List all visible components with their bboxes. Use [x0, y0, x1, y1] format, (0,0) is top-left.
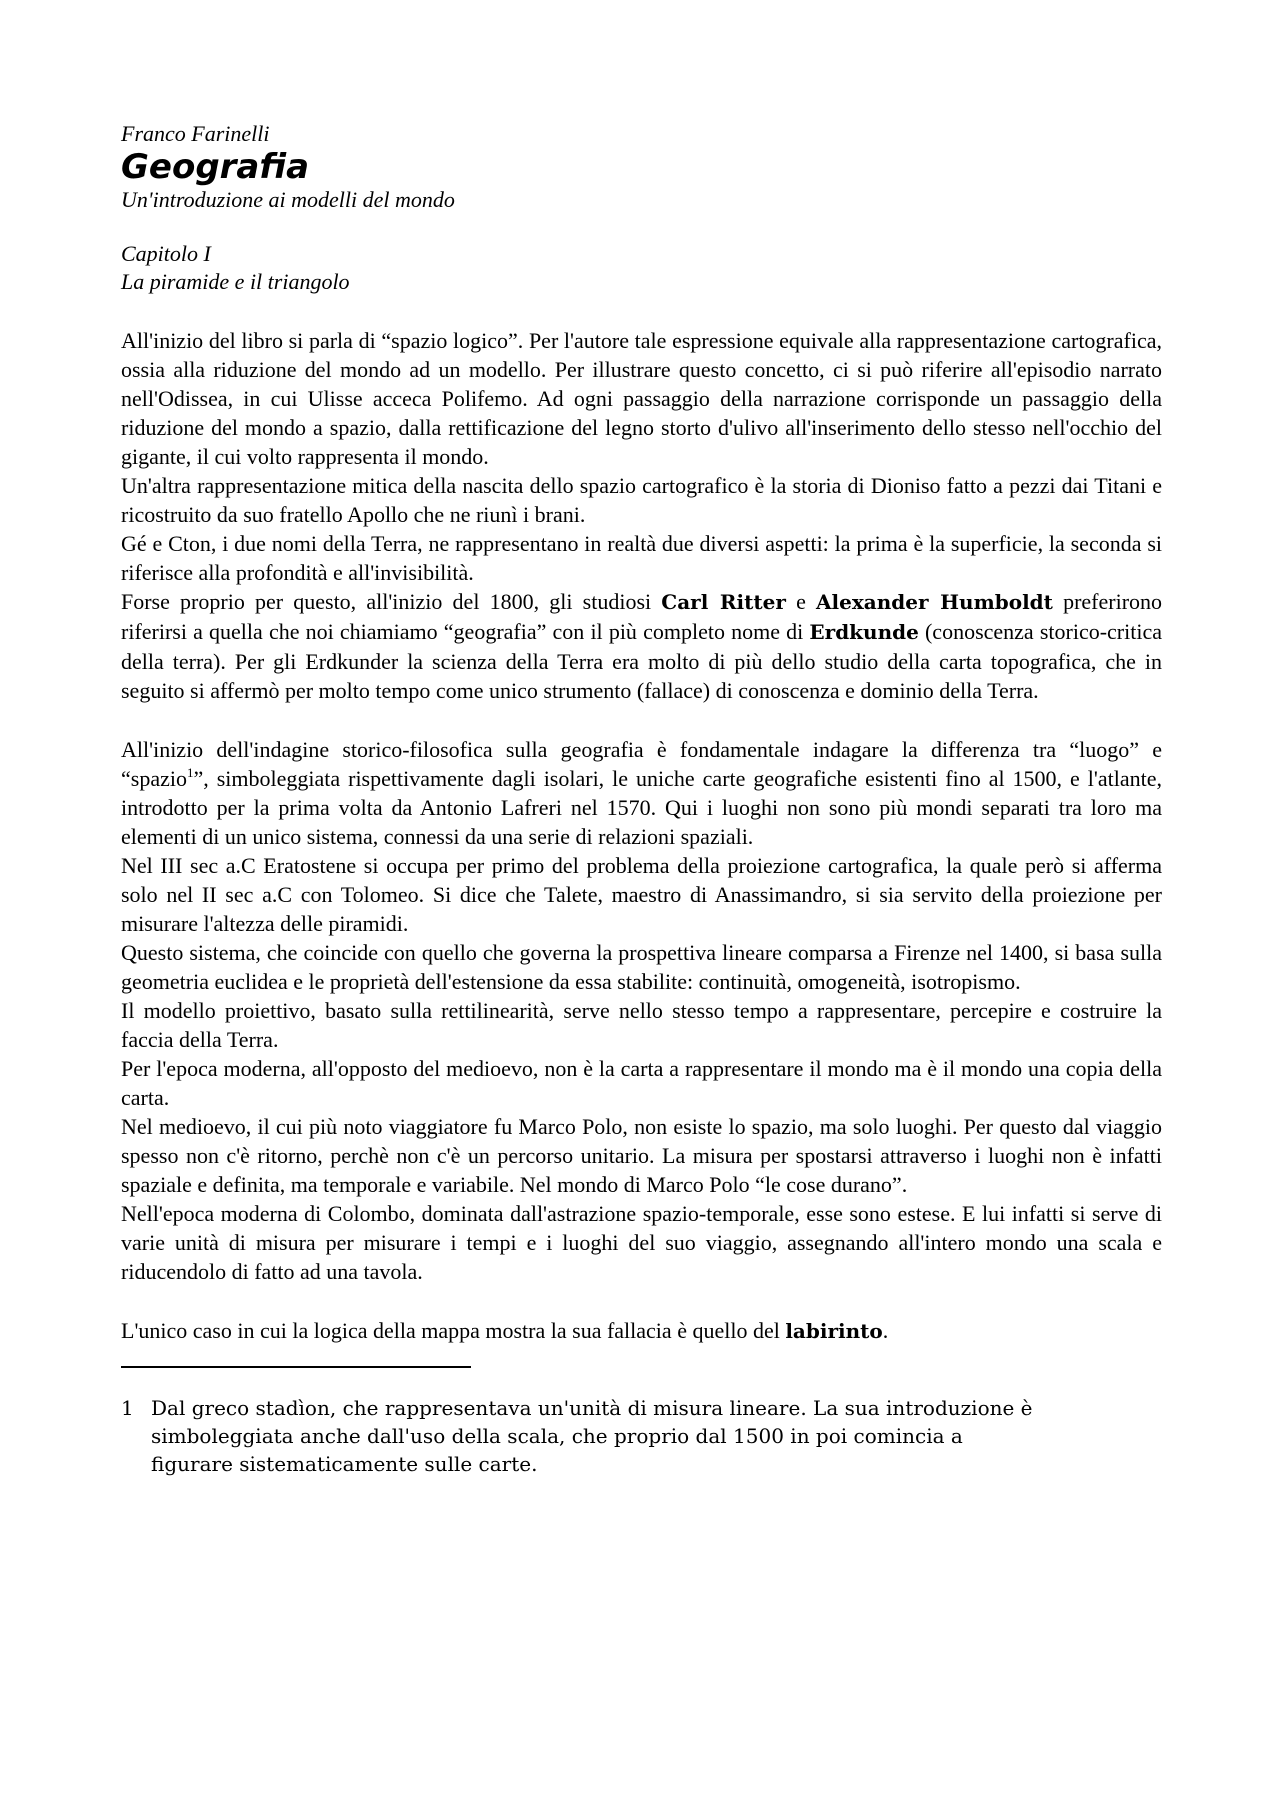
- footnote-ref[interactable]: 1: [186, 765, 194, 780]
- paragraph: [121, 1316, 1162, 1346]
- paragraph: Questo sistema, che coincide con quello che governa la prospettiva lineare comparsa a Firenze nel 1400, si basa sulla geometria euclidea e le proprietà dell'estensione da essa stabilite: continuità, omogeneità, isotropismo.: [121, 940, 1162, 994]
- footnote-text: Dal greco stadìon, che rappresentava un'unità di misura lineare. La sua introduzione è simboleggiata anche dall'uso della scala, che proprio dal 1500 in poi comincia a figurare sistematicamente sulle carte.: [151, 1396, 1033, 1476]
- spacer: [121, 296, 1162, 326]
- book-subtitle: Un'introduzione ai modelli del mondo: [121, 187, 455, 212]
- paragraph: Un'altra rappresentazione mitica della nascita dello spazio cartografico è la storia di Dioniso fatto a pezzi dai Titani e ricostruito da suo fratello Apollo che ne riunì i brani.: [121, 473, 1162, 527]
- paragraph: Il modello proiettivo, basato sulla rettilinearità, serve nello stesso tempo a rappresentare, percepire e costruire la faccia della Terra.: [121, 998, 1162, 1052]
- paragraph: Gé e Cton, i due nomi della Terra, ne rappresentano in realtà due diversi aspetti: la prima è la superficie, la seconda si riferisce alla profondità e all'invisibilità.: [121, 531, 1162, 585]
- paragraph: [121, 587, 1162, 705]
- spacer: [121, 705, 1162, 735]
- bold-term: Alexander Humboldt: [816, 590, 1053, 614]
- paragraph: Nel medioevo, il cui più noto viaggiatore fu Marco Polo, non esiste lo spazio, ma solo luoghi. Per questo dal viaggio spesso non c'è ritorno, perchè non c'è un percorso unitario. La misura per spostarsi attraverso i luoghi non è infatti spaziale e definita, ma temporale e variabile. Nel mondo di Marco Polo “le cose durano”.: [121, 1114, 1162, 1197]
- text-run: L'unico caso in cui la logica della mappa mostra la sua fallacia è quello del: [121, 1318, 786, 1343]
- footnote-number: 1: [121, 1396, 134, 1420]
- text-run: ”, simboleggiata rispettivamente dagli isolari, le uniche carte geografiche esistenti fino al 1500, e l'atlante, introdotto per la prima volta da Antonio Lafreri nel 1570. Qui i luoghi non sono più mondi separati tra loro ma elementi di un unico sistema, connessi da una serie di relazioni spaziali.: [121, 766, 1162, 849]
- bold-term: Erdkunde: [809, 620, 919, 644]
- book-title: Geografia: [121, 147, 310, 187]
- text-run: preferirono riferirsi a quella che noi chiamiamo “geografia” con il più completo nome di: [121, 589, 1163, 644]
- bold-term: Carl Ritter: [661, 590, 786, 614]
- footnote: [121, 1394, 1051, 1478]
- chapter-number: Capitolo I: [121, 241, 211, 266]
- text-run: e: [785, 589, 817, 614]
- spacer: [121, 214, 1162, 240]
- paragraph: Nel III sec a.C Eratostene si occupa per primo del problema della proiezione cartografica, la quale però si afferma solo nel II sec a.C con Tolomeo. Si dice che Talete, maestro di Anassimandro, si sia servito della proiezione per misurare l'altezza delle piramidi.: [121, 853, 1162, 936]
- text-run: Forse proprio per questo, all'inizio del 1800, gli studiosi: [121, 589, 662, 614]
- paragraph: Per l'epoca moderna, all'opposto del medioevo, non è la carta a rappresentare il mondo ma è il mondo una copia della carta.: [121, 1056, 1162, 1110]
- spacer: [121, 1286, 1162, 1316]
- chapter-title: La piramide e il triangolo: [121, 269, 350, 294]
- text-run: (conoscenza storico-critica della terra). Per gli Erdkunder la scienza della Terra era molto di più dello studio della carta topografica, che in seguito si affermò per molto tempo come unico strumento (fallace) di conoscenza e dominio della Terra.: [121, 619, 1163, 703]
- document-page: [121, 120, 1162, 1478]
- author-name: Franco Farinelli: [121, 121, 270, 146]
- footnote-separator: [121, 1366, 471, 1368]
- text-run: All'inizio dell'indagine storico-filosofica sulla geografia è fondamentale indagare la differenza tra “luogo” e “spazio: [121, 737, 1162, 791]
- text-run: .: [882, 1318, 889, 1343]
- paragraph: Nell'epoca moderna di Colombo, dominata dall'astrazione spazio-temporale, esse sono estese. E lui infatti si serve di varie unità di misura per misurare i tempi e i luoghi del suo viaggio, assegnando all'intero mondo una scala e riducendolo di fatto ad una tavola.: [121, 1201, 1162, 1284]
- bold-term: labirinto: [785, 1319, 883, 1343]
- paragraph: All'inizio del libro si parla di “spazio logico”. Per l'autore tale espressione equivale alla rappresentazione cartografica, ossia alla riduzione del mondo ad un modello. Per illustrare questo concetto, ci si può riferire all'episodio narrato nell'Odissea, in cui Ulisse acceca Polifemo. Ad ogni passaggio della narrazione corrisponde un passaggio della riduzione del mondo a spazio, dalla rettificazione del legno storto d'ulivo all'inserimento dello stesso nell'occhio del gigante, il cui volto rappresenta il mondo.: [121, 328, 1162, 469]
- paragraph: [121, 735, 1162, 851]
